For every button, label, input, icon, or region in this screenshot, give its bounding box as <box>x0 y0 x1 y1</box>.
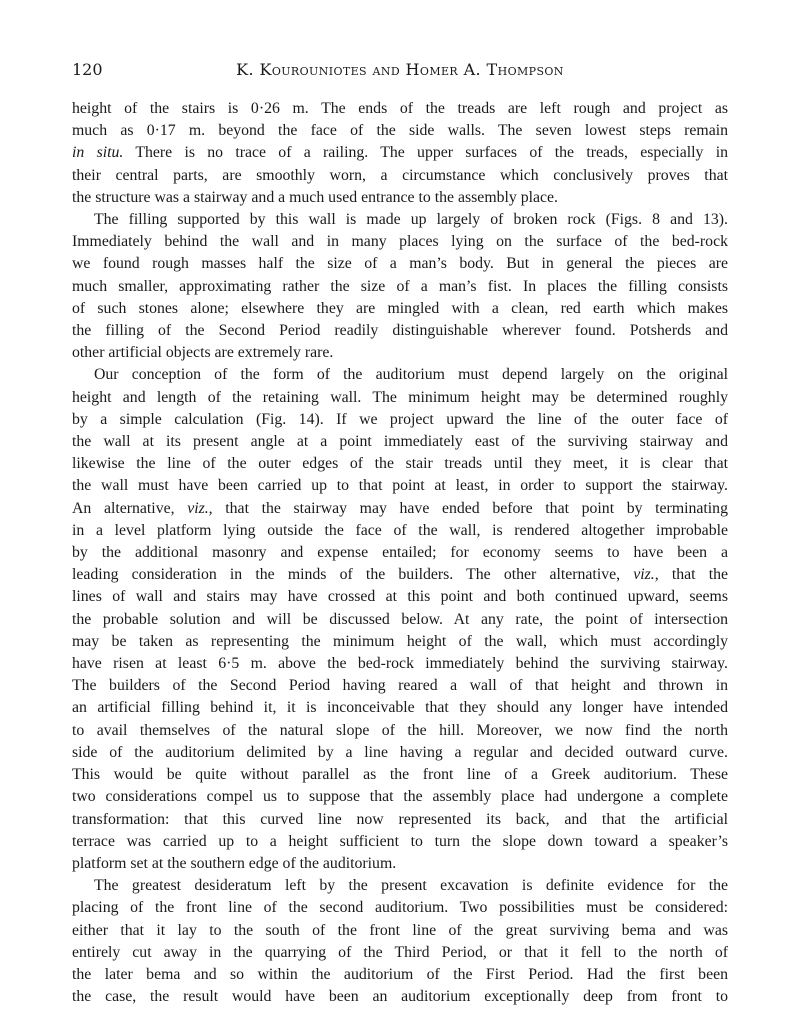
text-line: transformation: that this curved line now represented its back, and that the artificial <box>72 810 728 828</box>
text-line: have risen at least 6·5 m. above the bed-rock immediately behind the surviving stairway. <box>72 655 728 673</box>
text-line: The filling supported by this wall is made up largely of broken rock (Figs. 8 and 13). <box>94 211 728 229</box>
text-line: we found rough masses half the size of a man’s body. But in general the pieces are <box>72 255 728 273</box>
text-line: to avail themselves of the natural slope of the hill. Moreover, we now find the north <box>72 721 728 739</box>
header-title: K. Kourouniotes and Homer A. Thompson <box>236 60 564 79</box>
text-line: An alternative, viz., that the stairway may have ended before that point by terminating <box>72 499 728 517</box>
text-line: likewise the line of the outer edges of the stair treads until they meet, it is clear that <box>72 455 728 473</box>
text-line: the case, the result would have been an auditorium exceptionally deep from front to <box>72 988 728 1006</box>
text-line: platform set at the southern edge of the auditorium. <box>72 854 397 872</box>
text-line: in situ. There is no trace of a railing. The upper surfaces of the treads, especially in <box>72 144 728 162</box>
text-line: the probable solution and will be discussed below. At any rate, the point of intersection <box>72 610 728 628</box>
text-line: entirely cut away in the quarrying of the Third Period, or that it fell to the north of <box>72 943 728 961</box>
text-line: the later bema and so within the auditorium of the First Period. Had the first been <box>72 965 728 983</box>
text-line: by the additional masonry and expense entailed; for economy seems to have been a <box>72 544 728 562</box>
text-line: Our conception of the form of the auditorium must depend largely on the original <box>94 366 728 384</box>
text-line: the structure was a stairway and a much used entrance to the assembly place. <box>72 188 559 206</box>
text-line: two considerations compel us to suppose that the assembly place had undergone a complete <box>72 788 728 806</box>
text-line: terrace was carried up to a height sufficient to turn the slope down toward a speaker’s <box>72 832 728 850</box>
text-line: the wall must have been carried up to that point at least, in order to support the stairway. <box>72 477 728 495</box>
text-line: height of the stairs is 0·26 m. The ends of the treads are left rough and project as <box>72 100 728 117</box>
text-line: leading consideration in the minds of the builders. The other alternative, viz., that the <box>72 566 728 584</box>
text-line: much as 0·17 m. beyond the face of the side walls. The seven lowest steps remain <box>72 122 728 140</box>
text-line: their central parts, are smoothly worn, a circumstance which conclusively proves that <box>72 166 728 184</box>
text-line: much smaller, approximating rather the size of a man’s fist. In places the filling consists <box>72 277 728 295</box>
text-line: The greatest desideratum left by the present excavation is definite evidence for the <box>94 877 728 895</box>
text-line: an artificial filling behind it, it is inconceivable that they should any longer have intended <box>72 699 728 717</box>
text-line: lines of wall and stairs may have crossed at this point and both continued upward, seems <box>72 588 728 606</box>
running-head <box>72 60 728 84</box>
body-text <box>72 98 728 1008</box>
text-line: other artificial objects are extremely rare. <box>72 344 334 362</box>
text-line: The builders of the Second Period having reared a wall of that height and thrown in <box>72 677 728 695</box>
text-line: the filling of the Second Period readily distinguishable wherever found. Potsherds and <box>72 322 728 340</box>
text-line: placing of the front line of the second auditorium. Two possibilities must be considered: <box>72 899 728 917</box>
text-line: of such stones alone; elsewhere they are mingled with a clean, red earth which makes <box>72 299 728 317</box>
text-line: may be taken as representing the minimum height of the wall, which must accordingly <box>72 632 728 650</box>
text-line: either that it lay to the south of the front line of the great surviving bema and was <box>72 921 728 939</box>
page-number: 120 <box>72 60 103 79</box>
text-line: Immediately behind the wall and in many places lying on the surface of the bed-rock <box>72 233 728 251</box>
text-line: height and length of the retaining wall. The minimum height may be determined roughly <box>72 388 728 406</box>
text-line: by a simple calculation (Fig. 14). If we project upward the line of the outer face of <box>72 410 728 428</box>
text-line: in a level platform lying outside the face of the wall, is rendered altogether improbable <box>72 521 728 539</box>
text-line: This would be quite without parallel as the front line of a Greek auditorium. These <box>72 766 728 784</box>
text-line: the wall at its present angle at a point immediately east of the surviving stairway and <box>72 433 728 451</box>
text-line: side of the auditorium delimited by a line having a regular and decided outward curve. <box>72 743 728 761</box>
